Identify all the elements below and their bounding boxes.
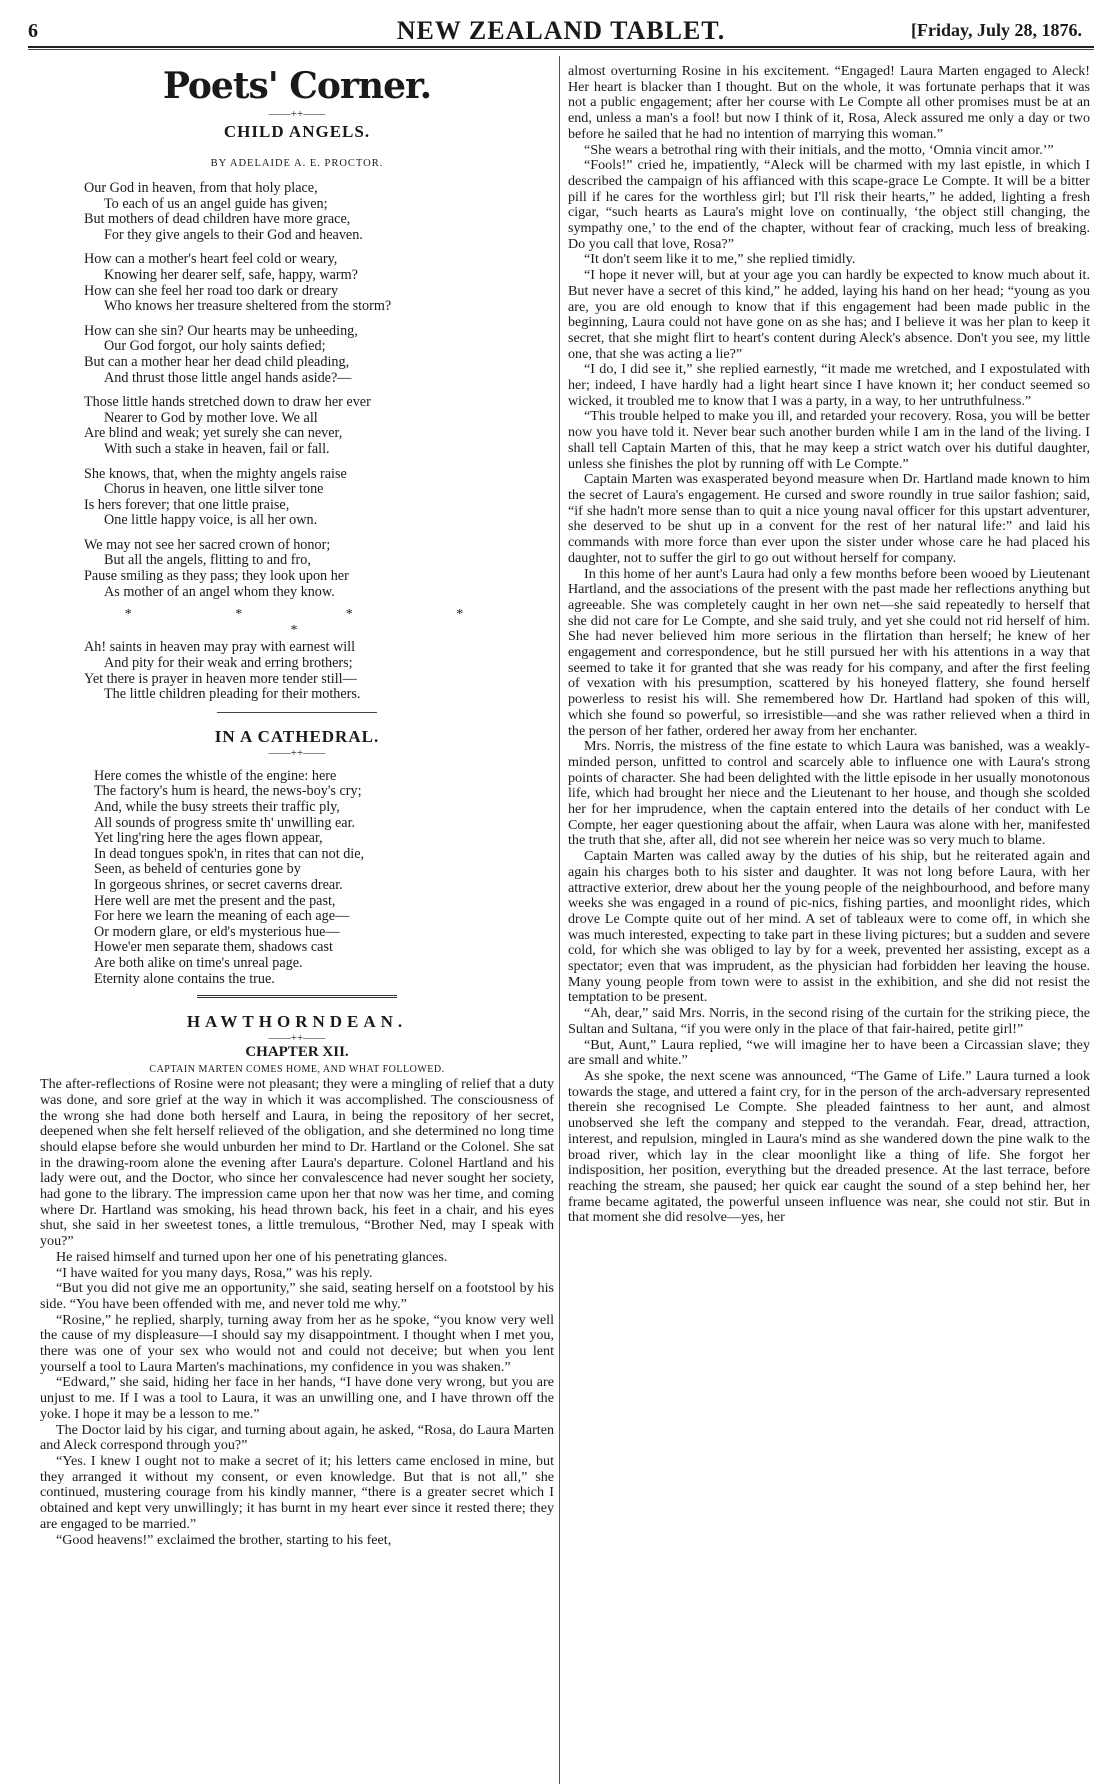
poem-line: To each of us an angel guide has given;: [104, 195, 328, 212]
story-paragraph: “I have waited for you many days, Rosa,” was his reply.: [56, 1264, 373, 1281]
story-paragraph: “I hope it never will, but at your age you can hardly be expected to know much about it. But never have a secret of this kind,” he added, laying his hand on her head; “young as you are, you are old enough to know that if this engagement had been made public in the beginning, Laura could not have gone on as she has; and I believe it was her plan to keep it secret, that she might flirt to heart's content during Aleck's absence. Don't you see, my little one, that she was acting a lie?”: [568, 267, 1090, 362]
poem-stanza: [84, 395, 554, 457]
poem-line: How can a mother's heart feel cold or weary,: [84, 251, 338, 268]
story-paragraph: As she spoke, the next scene was announced, “The Game of Life.” Laura turned a look towards the stage, and uttered a faint cry, for in the person of the arch-adversary represented therein she recognised Le Compte. She pleaded faintness to her aunt, and almost unobserved she left the company and stepped to the verandah. Fear, dread, attraction, interest, and repulsion, mingled in Laura's mind as she wandered down the pine walk to the broad river, which lay in the clear moonlight like a thing of life. She forgot her indisposition, her position, everything but the dreaded presence. At the last terrace, before reaching the stream, she paused; her quick ear caught the sound of a step behind her, her frame became agitated, the powerful unseen influence was near, she could not stir. But in that moment she did resolve—yes, her: [568, 1068, 1090, 1226]
poem-line: The little children pleading for their mothers.: [104, 686, 361, 703]
poem-line: Nearer to God by mother love. We all: [104, 409, 318, 426]
poem-stanza: [84, 467, 554, 529]
right-column: [568, 64, 1090, 1786]
masthead: [28, 12, 1094, 48]
poem-line: And pity for their weak and erring brothers;: [104, 655, 353, 672]
story-title: HAWTHORNDEAN.: [186, 1012, 408, 1032]
poem-line: She knows, that, when the mighty angels raise: [84, 465, 347, 482]
divider: [217, 712, 377, 713]
story-text-right: [568, 64, 1090, 1226]
ornament: ——++——: [268, 108, 326, 120]
poem-line: But mothers of dead children have more grace,: [84, 211, 351, 228]
left-column: [40, 64, 554, 1786]
poem-line: One little happy voice, is all her own.: [104, 512, 318, 529]
poem-line: Those little hands stretched down to draw her ever: [84, 394, 371, 411]
poem-line: And, while the busy streets their traffic ply,: [94, 799, 340, 815]
poem-line: And thrust those little angel hands aside?—: [104, 369, 352, 386]
poem-line: Eternity alone contains the true.: [94, 970, 275, 987]
poem-line: Knowing her dearer self, safe, happy, warm?: [104, 266, 358, 283]
poem-line: For they give angels to their God and heaven.: [104, 226, 363, 243]
poem-line: Yet ling'ring here the ages flown appear,: [94, 830, 323, 847]
poem-line: All sounds of progress smite th' unwilling ear.: [94, 814, 356, 831]
column-divider: [559, 56, 560, 1784]
story-paragraph: “Edward,” she said, hiding her face in her hands, “I have done very wrong, but you are unjust to me. If I was a tool to Laura, it was an unwilling one, and I have thrown off the yoke. I hope it may be a lesson to me.”: [40, 1374, 554, 1422]
story-paragraph: “Rosine,” he replied, sharply, turning away from her as he spoke, “you know very well the cause of my displeasure—I should say my disappointment. I thought when I met you, there was one of your sex who would not and could not deceive; but when you lent yourself a tool to Laura Marten's machinations, my confidence in you was shaken.”: [40, 1311, 554, 1375]
story-text-left: [40, 1077, 554, 1548]
poem-in-a-cathedral: [94, 769, 554, 987]
poem-line: Are both alike on time's unreal page.: [94, 954, 303, 971]
story-paragraph: Captain Marten was called away by the duties of his ship, but he reiterated again and again his charges both to his sister and daughter. It was not long before Laura, with her attractive exterior, drew about her the young people of the neighbourhood, and before many weeks she was engaged in a round of pic-nics, fishing parties, and moonlight rides, which drove Le Compte quite out of her mind. A set of tableaux were to come off, in which she was much interested, expecting to take part in these living pictures; but a sudden and severe cold, for which she was obliged to lay by for a week, prevented her assisting, except as a spectator; even that was imprudent, as the physician had forbidden her leaving the house. Many young people from town were to assist in the exhibition, and she did not resist the temptation to be present.: [568, 848, 1090, 1006]
issue-date: [Friday, July 28, 1876.: [910, 20, 1082, 40]
poem-line: For here we learn the meaning of each age—: [94, 908, 350, 925]
story-paragraph: He raised himself and turned upon her one of his penetrating glances.: [56, 1248, 448, 1265]
poem-line: But can a mother hear her dead child pleading,: [84, 353, 350, 370]
poem-line: As mother of an angel whom they know.: [104, 583, 335, 600]
story-paragraph: “I do, I did see it,” she replied earnestly, “it made me wretched, and I expostulated with her; indeed, I have hardly had a light heart since I have known it; her conduct seemed so wicked, it troubled me to know that I was a party, in a way, to her untruthfulness.”: [568, 361, 1090, 409]
poem-line: Ah! saints in heaven may pray with earnest will: [84, 639, 356, 656]
poem-line: Chorus in heaven, one little silver tone: [104, 481, 324, 498]
story-paragraph: “Good heavens!” exclaimed the brother, starting to his feet,: [56, 1531, 392, 1548]
poem-line: Our God in heaven, from that holy place,: [84, 180, 318, 196]
poem-line: In gorgeous shrines, or secret caverns drear.: [94, 876, 343, 893]
story-paragraph: “Yes. I knew I ought not to make a secret of it; his letters came enclosed in mine, but they arranged it without my consent, or even knowledge. But that is not all,” she continued, mustering courage from his kindly manner, “there is a greater secret which I obtained and kept very unwillingly; it has burnt in my heart ever since it rested there; they are engaged to be married.”: [40, 1453, 554, 1532]
poem-byline: BY ADELAIDE A. E. PROCTOR.: [210, 158, 384, 169]
masthead-rule: [28, 49, 1094, 50]
poem-line: How can she sin? Our hearts may be unheeding,: [84, 322, 358, 339]
poem-line: We may not see her sacred crown of honor;: [84, 536, 331, 553]
poem-line: Yet there is prayer in heaven more tender still—: [84, 670, 357, 687]
poem-line: But all the angels, flitting to and fro,: [104, 552, 311, 569]
poem-stanza: [84, 324, 554, 386]
poem-title: CHILD ANGELS.: [223, 122, 371, 141]
poem-line: Here well are met the present and the past,: [94, 892, 336, 909]
poem-line: How can she feel her road too dark or dreary: [84, 282, 339, 299]
poem-line: Are blind and weak; yet surely she can never,: [84, 425, 343, 442]
story-paragraph: “But you did not give me an opportunity,” she said, seating herself on a footstool by his side. “You have been offended with me, and never told me why.”: [40, 1280, 554, 1312]
poem-child-angels: [84, 181, 554, 703]
poem-stanza: [84, 252, 554, 314]
story-paragraph: The Doctor laid by his cigar, and turning about again, he asked, “Rosa, do Laura Marten and Aleck correspond through you?”: [40, 1421, 554, 1454]
poem-line: Howe'er men separate them, shadows cast: [94, 939, 333, 956]
chapter-heading: CHAPTER XII.: [245, 1044, 349, 1061]
chapter-subtitle: CAPTAIN MARTEN COMES HOME, AND WHAT FOLLOWED.: [149, 1064, 445, 1076]
story-paragraph: almost overturning Rosine in his excitement. “Engaged! Laura Marten engaged to Aleck! Her heart is blacker than I thought. But on the whole, it was fortunate perhaps that it was not a public engagement; after her course with Le Compte all other promises must be at an end, unless a man's a fool! but now I think of it, Rosa, Aleck assured me only a day or two before he sailed that he had no intention of marrying this woman.”: [568, 64, 1090, 142]
newspaper-title: NEW ZEALAND TABLET.: [396, 16, 726, 45]
page-number: 6: [28, 20, 38, 42]
divider: [197, 995, 397, 998]
poem-line: Or modern glare, or eld's mysterious hue—: [94, 923, 340, 940]
poem-title: IN A CATHEDRAL.: [214, 726, 380, 746]
poem-stanza: [84, 538, 554, 600]
story-paragraph: “Ah, dear,” said Mrs. Norris, in the second rising of the curtain for the striking piece, the Sultan and Sultana, “if you were only in the place of that fair-haired, petite girl!”: [568, 1005, 1090, 1037]
poem-stanza: [84, 181, 554, 243]
section-break-stars: * * * * *: [124, 607, 514, 638]
ornament: ——++——: [268, 746, 326, 759]
poem-line: The factory's hum is heard, the news-boy's cry;: [94, 783, 362, 800]
story-paragraph: “This trouble helped to make you ill, and retarded your recovery. Rosa, you will be better now you have told it. Never bear such another burden while I am in the land of the living. I shall tell Captain Marten of this, that he may keep a strict watch over his dutiful daughter, unless she finishes the plot by running off with Le Compte.”: [568, 408, 1090, 472]
poem-line: Is hers forever; that one little praise,: [84, 496, 290, 513]
story-paragraph: “But, Aunt,” Laura replied, “we will imagine her to have been a Circassian slave; they are small and white.”: [568, 1036, 1090, 1069]
poem-line: Here comes the whistle of the engine: here: [94, 767, 337, 784]
story-paragraph: “It don't seem like it to me,” she replied timidly.: [584, 251, 856, 268]
poem-line: In dead tongues spok'n, in rites that can not die,: [94, 845, 365, 862]
poem-line: Seen, as beheld of centuries gone by: [94, 861, 301, 878]
story-paragraph: In this home of her aunt's Laura had only a few months before been wooed by Lieutenant Hartland, and the associations of the present with the past made her reflections anything but agreeable. She was completely caught in her own net—she said repeatedly to herself that she did not care for Le Compte, and she said truly, and yet she could not rid herself of him. She had never believed him more serious in the flirtation than herself; he knew of her engagement and correspondence, but he still pursued her with his attentions in a way that seemed to take it for granted that she was ready for his company, and after the first feeling of vexation with his presumption, scattered by his honeyed flattery, she found herself powerless to resist his will. She remembered how Dr. Hartland had spoken of this will, which she found so powerful, so irresistible—and she was rather relieved when a third in the person of her father, ordered her away from her enchanter.: [568, 565, 1090, 739]
poem-stanza: [84, 640, 554, 702]
ornament: ——++——: [268, 1032, 326, 1045]
poem-line: Our God forgot, our holy saints defied;: [104, 338, 326, 355]
poem-line: With such a stake in heaven, fail or fall.: [104, 440, 330, 457]
story-paragraph: “Fools!” cried he, impatiently, “Aleck will be charmed with my last epistle, in which I described the campaign of his affianced with this scape-grace Le Compte. It will be a bitter pill if he cares for the worthless girl; but I'll risk their hearts,” he added, lighting a fresh cigar, “such hearts as Laura's might love on continually, ‘the object still changing, the sympathy one,’ to the end of the chapter, without fear of cracking, much less of breaking. Do you call that love, Rosa?”: [568, 157, 1090, 252]
poem-line: Pause smiling as they pass; they look upon her: [84, 568, 349, 585]
story-paragraph: “She wears a betrothal ring with their initials, and the motto, ‘Omnia vincit amor.’”: [584, 141, 1054, 158]
section-heading: Poets' Corner.: [162, 65, 432, 107]
story-paragraph: Mrs. Norris, the mistress of the fine estate to which Laura was banished, was a weakly-minded person, unfitted to control and scarcely able to influence one with Laura's strong points of character. She had been delighted with the little episode in her usually monotonous life, which had brought her niece and the Lieutenant to her house, and though she scolded her for her imprudence, when the captain entered into the details of her conduct with Le Compte, her eager questioning about the affair, when Laura was alone with her, manifested the truth that she, after all, did not see wherein her neice was so very much to blame.: [568, 738, 1090, 849]
poem-line: Who knows her treasure sheltered from the storm?: [104, 298, 392, 315]
story-paragraph: Captain Marten was exasperated beyond measure when Dr. Hartland made known to him the secret of Laura's engagement. He cursed and swore roundly in true sailor fashion; said, “if she hadn't more sense than to quit a nice young naval officer for this upstart adventurer, she deserved to be shut up in a convent for the rest of her natural life:” and laid his commands with more force than ever upon the sister under whose care he had placed his daughter, not to suffer the girl to go out without herself for company.: [568, 471, 1090, 566]
story-paragraph: The after-reflections of Rosine were not pleasant; they were a mingling of relief that a duty was done, and sore grief at the way in which it was accomplished. The consciousness of the wrong she had done both herself and Laura, in being the repository of her secret, deepened when she felt herself relieved of the obligation, and she determined no long time should elapse before she would unburden her mind to Dr. Hartland or the Colonel. She sat in the drawing-room alone the evening after Laura's departure. Colonel Hartland and his lady were out, and the Doctor, who since her convalescence had never sought her society, had gone to the library. The impression came upon her that now was her time, and coming where Dr. Hartland was smoking, his head thrown back, his feet in a chair, and his eyes shut, she said in her sweetest tones, a little tremulous, “Brother Ned, may I speak with you?”: [40, 1076, 554, 1250]
